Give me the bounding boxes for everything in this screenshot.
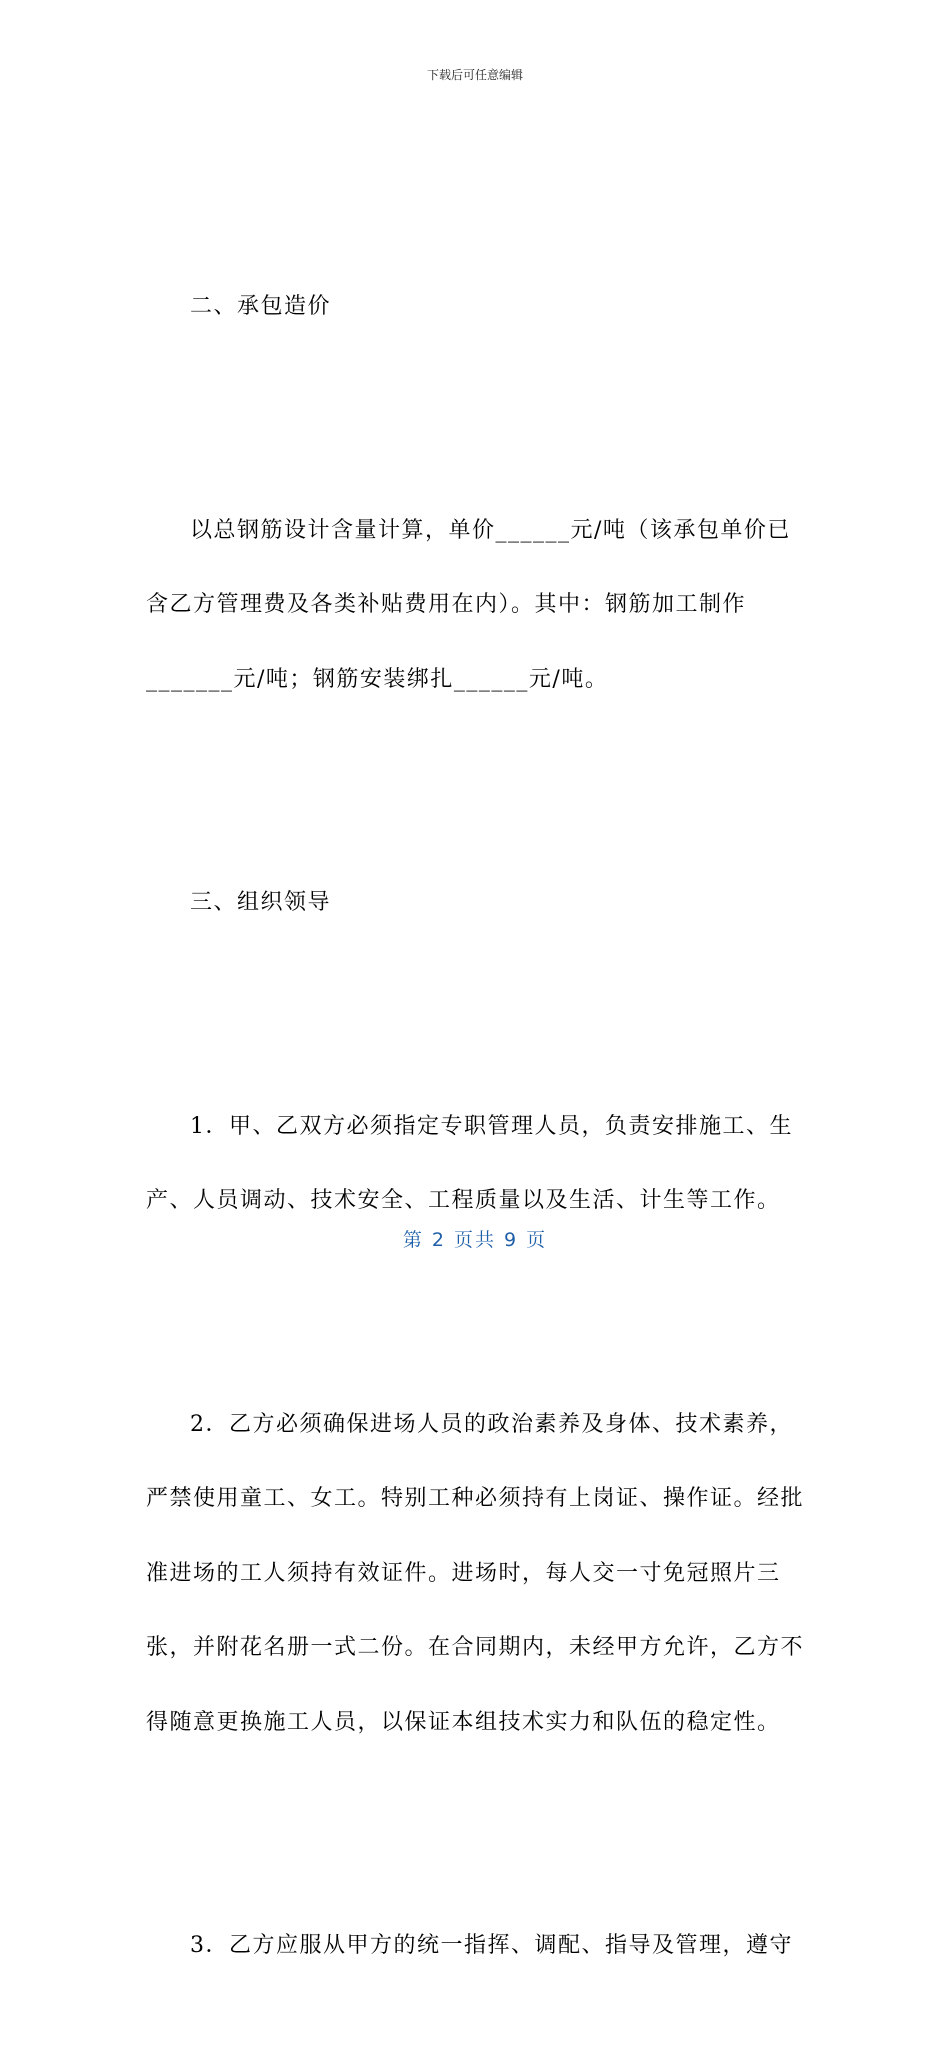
paragraph: 2．乙方必须确保进场人员的政治素养及身体、技术素养，严禁使用童工、女工。特别工种必须持有上岗证、操作证。经批准进场的工人须持有效证件。进场时，每人交一寸免冠照片三张，并附花名册一式二份。在合同期内，未经甲方允许，乙方不得随意更换施工人员，以保证本组技术实力和队伍的稳定性。 — [146, 1411, 805, 1735]
page-footer: 第 2 页共 9 页 — [402, 1229, 548, 1251]
paragraph: 3．乙方应服从甲方的统一指挥、调配、指导及管理，遵守 — [190, 1933, 793, 1958]
section-heading: 二、承包造价 — [190, 294, 332, 319]
paragraph: 以总钢筋设计含量计算，单价______元/吨（该承包单价已含乙方管理费及各类补贴费用在内）。其中：钢筋加工制作_______元/吨；钢筋安装绑扎______元/吨。 — [146, 517, 791, 692]
paragraph: 1．甲、乙双方必须指定专职管理人员，负责安排施工、生产、人员调动、技术安全、工程质量以及生活、计生等工作。 — [146, 1113, 793, 1213]
document-body — [146, 121, 806, 2058]
page-header: 下载后可任意编辑 — [426, 68, 523, 82]
section-heading: 三、组织领导 — [190, 890, 332, 915]
